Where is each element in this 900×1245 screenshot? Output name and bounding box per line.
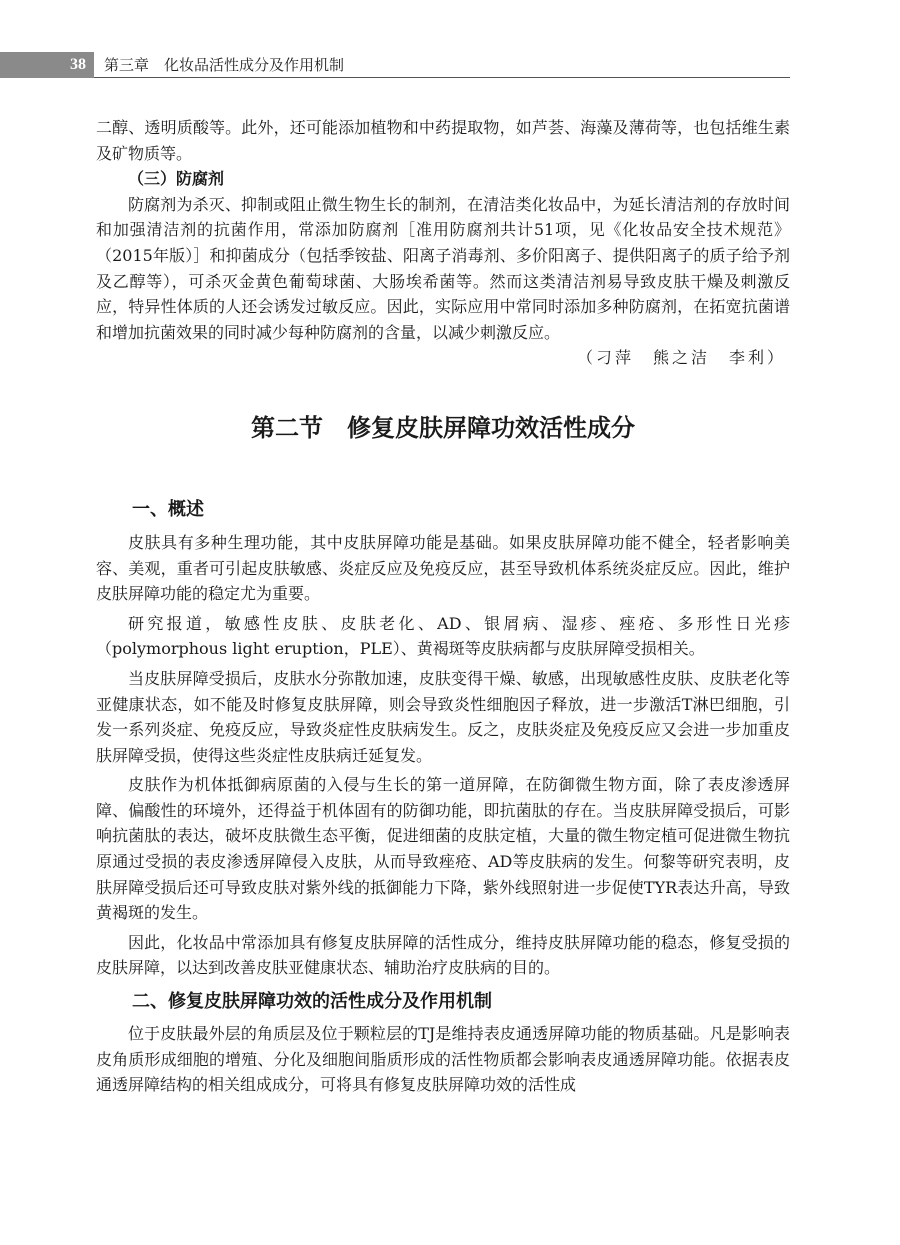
mechanisms-paragraph: 位于皮肤最外层的角质层及位于颗粒层的TJ是维持表皮通透屏障功能的物质基础。凡是影响表皮角质形成细胞的增殖、分化及细胞间脂质形成的活性物质都会影响表皮通透屏障功能。依据表皮通透屏障结构的相关组成成分，可将具有修复皮肤屏障功效的活性成 bbox=[96, 1024, 790, 1095]
heading-mechanisms: 二、修复皮肤屏障功效的活性成分及作用机制 bbox=[132, 991, 492, 1013]
continued-paragraph: 二醇、透明质酸等。此外，还可能添加植物和中药提取物，如芦荟、海藻及薄荷等，也包括维生素及矿物质等。 bbox=[96, 118, 790, 163]
subsection-heading-preservative: （三）防腐剂 bbox=[128, 169, 225, 189]
preservative-paragraph: 防腐剂为杀灭、抑制或阻止微生物生长的制剂，在清洁类化妆品中，为延长清洁剂的存放时间和加强清洁剂的抗菌作用，常添加防腐剂［准用防腐剂共计51项，见《化妆品安全技术规范》（2015年版）］和抑菌成分（包括季铵盐、阳离子消毒剂、多价阳离子、提供阳离子的质子给予剂及乙醇等），可杀灭金黄色葡萄球菌、大肠埃希菌等。然而这类清洁剂易导致皮肤干燥及刺激反应，特异性体质的人还会诱发过敏反应。因此，实际应用中常同时添加多种防腐剂，在拓宽抗菌谱和增加抗菌效果的同时减少每种防腐剂的含量，以减少刺激反应。 bbox=[96, 194, 790, 342]
overview-paragraph: 皮肤具有多种生理功能，其中皮肤屏障功能是基础。如果皮肤屏障功能不健全，轻者影响美容、美观，重者可引起皮肤敏感、炎症反应及免疫反应，甚至导致机体系统炎症反应。因此，维护皮肤屏障功能的稳定尤为重要。 bbox=[96, 532, 790, 604]
page-body bbox=[96, 115, 790, 1098]
running-chapter-title: 第三章 化妆品活性成分及作用机制 bbox=[104, 56, 345, 74]
overview-paragraph: 当皮肤屏障受损后，皮肤水分弥散加速，皮肤变得干燥、敏感，出现敏感性皮肤、皮肤老化等亚健康状态，如不能及时修复皮肤屏障，则会导致炎性细胞因子释放，进一步激活T淋巴细胞，引发一系列炎症、免疫反应，导致炎症性皮肤病发生。反之，皮肤炎症及免疫反应又会进一步加重皮肤屏障受损，使得这些炎症性皮肤病迁延复发。 bbox=[96, 668, 790, 765]
page-number: 38 bbox=[0, 52, 94, 78]
section-title: 第二节 修复皮肤屏障功效活性成分 bbox=[251, 413, 635, 442]
overview-paragraph: 因此，化妆品中常添加具有修复皮肤屏障的活性成分，维持皮肤屏障功能的稳态，修复受损的皮肤屏障，以达到改善皮肤亚健康状态、辅助治疗皮肤病的目的。 bbox=[96, 932, 790, 978]
header-rule bbox=[94, 77, 790, 78]
overview-paragraph: 皮肤作为机体抵御病原菌的入侵与生长的第一道屏障，在防御微生物方面，除了表皮渗透屏障、偏酸性的环境外，还得益于机体固有的防御功能，即抗菌肽的存在。当皮肤屏障受损后，可影响抗菌肽的表达，破坏皮肤微生态平衡，促进细菌的皮肤定植，大量的微生物定植可促进微生物抗原通过受损的表皮渗透屏障侵入皮肤，从而导致痤疮、AD等皮肤病的发生。何黎等研究表明，皮肤屏障受损后还可导致皮肤对紫外线的抵御能力下降，紫外线照射进一步促使TYR表达升高，导致黄褐斑的发生。 bbox=[96, 775, 790, 923]
authors-line: （刁萍 熊之洁 李利） bbox=[576, 348, 786, 368]
overview-paragraph: 研究报道，敏感性皮肤、皮肤老化、AD、银屑病、湿疹、痤疮、多形性日光疹（polymorphous light eruption，PLE）、黄褐斑等皮肤病都与皮肤屏障受损相关。 bbox=[96, 613, 790, 659]
heading-overview: 一、概述 bbox=[132, 498, 204, 520]
page-header bbox=[0, 52, 790, 78]
